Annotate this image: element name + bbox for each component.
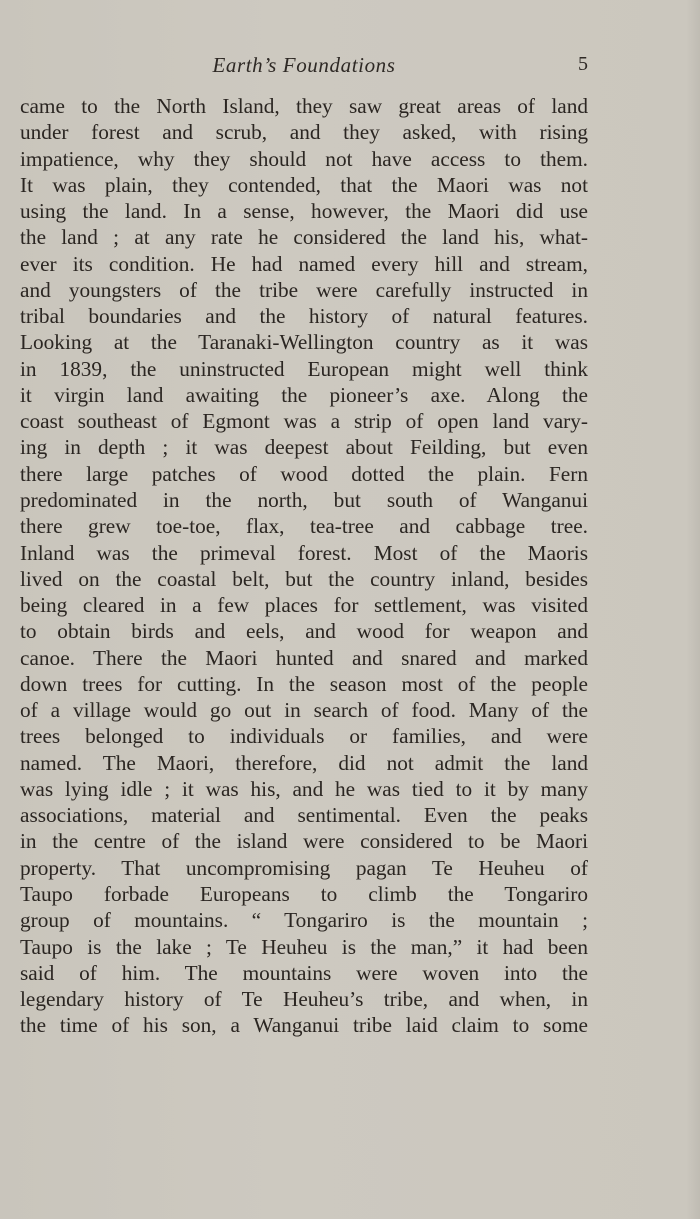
page-edge-shadow bbox=[686, 0, 700, 1219]
text-line: and youngsters of the tribe were carefully instructed in bbox=[20, 277, 588, 302]
running-head bbox=[20, 53, 588, 83]
text-line: down trees for cutting. In the season most of the people bbox=[20, 671, 588, 696]
text-line: in 1839, the uninstructed European might well think bbox=[20, 356, 588, 381]
text-line: ing in depth ; it was deepest about Feilding, but even bbox=[20, 435, 588, 460]
body-text bbox=[20, 93, 588, 1039]
text-line: using the land. In a sense, however, the Maori did use bbox=[20, 199, 588, 224]
text-line: the land ; at any rate he considered the land his, what- bbox=[20, 225, 588, 250]
text-line: of a village would go out in search of food. Many of the bbox=[20, 698, 588, 723]
text-line: canoe. There the Maori hunted and snared and marked bbox=[20, 645, 588, 670]
text-line: said of him. The mountains were woven into the bbox=[20, 960, 588, 985]
text-line: group of mountains. “ Tongariro is the mountain ; bbox=[20, 908, 588, 933]
text-line: predominated in the north, but south of Wanganui bbox=[20, 487, 588, 512]
text-line: ever its condition. He had named every hill and stream, bbox=[20, 251, 588, 276]
text-line: property. That uncompromising pagan Te Heuheu of bbox=[20, 855, 588, 880]
text-line: being cleared in a few places for settlement, was visited bbox=[20, 593, 588, 618]
text-line: coast southeast of Egmont was a strip of open land vary- bbox=[20, 409, 588, 434]
text-line: there grew toe-toe, flax, tea-tree and cabbage tree. bbox=[20, 514, 588, 539]
text-line: there large patches of wood dotted the plain. Fern bbox=[20, 461, 588, 486]
text-line: associations, material and sentimental. Even the peaks bbox=[20, 803, 588, 828]
text-line: it virgin land awaiting the pioneer’s axe. Along the bbox=[20, 382, 588, 407]
text-line: lived on the coastal belt, but the country inland, besides bbox=[20, 566, 588, 591]
text-line: It was plain, they contended, that the Maori was not bbox=[20, 172, 588, 197]
text-line: impatience, why they should not have access to them. bbox=[20, 146, 588, 171]
text-line: Taupo is the lake ; Te Heuheu is the man,” it had been bbox=[20, 934, 588, 959]
text-line: trees belonged to individuals or families, and were bbox=[20, 724, 588, 749]
text-line: Inland was the primeval forest. Most of the Maoris bbox=[20, 540, 588, 565]
text-line: in the centre of the island were considered to be Maori bbox=[20, 829, 588, 854]
text-line: tribal boundaries and the history of natural features. bbox=[20, 304, 588, 329]
running-title: Earth’s Foundations bbox=[212, 53, 396, 77]
text-line: Looking at the Taranaki-Wellington country as it was bbox=[20, 330, 588, 355]
text-line: legendary history of Te Heuheu’s tribe, and when, in bbox=[20, 987, 588, 1012]
text-line: came to the North Island, they saw great areas of land bbox=[20, 94, 588, 118]
text-line: to obtain birds and eels, and wood for weapon and bbox=[20, 619, 588, 644]
text-line: was lying idle ; it was his, and he was tied to it by many bbox=[20, 776, 588, 801]
text-line: the time of his son, a Wanganui tribe laid claim to some bbox=[20, 1013, 588, 1038]
page-number: 5 bbox=[578, 53, 588, 75]
text-line: named. The Maori, therefore, did not admit the land bbox=[20, 750, 588, 775]
text-line: under forest and scrub, and they asked, with rising bbox=[20, 120, 588, 145]
text-line: Taupo forbade Europeans to climb the Tongariro bbox=[20, 881, 588, 906]
